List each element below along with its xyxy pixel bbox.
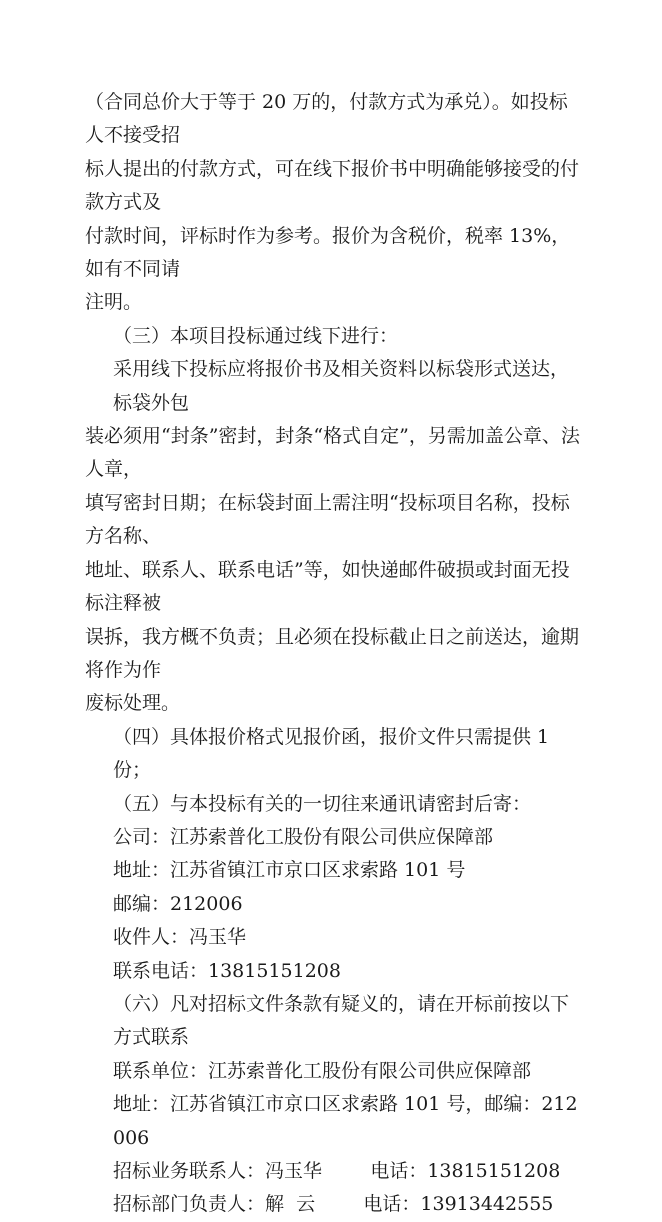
text-line: 注明。 <box>85 291 143 314</box>
company-line: 公司：江苏索普化工股份有限公司供应保障部 <box>113 825 494 848</box>
contact-unit-line: 联系单位：江苏索普化工股份有限公司供应保障部 <box>113 1059 532 1082</box>
contact-person-line: 招标业务联系人：冯玉华 电话：13815151208 <box>113 1160 561 1182</box>
text-line: 填写密封日期；在标袋封面上需注明“投标项目名称，投标方名称、 <box>85 491 570 548</box>
text-line: 付款时间，评标时作为参考。报价为含税价，税率 13%，如有不同请 <box>85 224 571 281</box>
text-line: 标人提出的付款方式，可在线下报价书中明确能够接受的付款方式及 <box>85 157 580 214</box>
document-page <box>85 86 580 1222</box>
section-heading: （四）具体报价格式见报价函，报价文件只需提供 1 份； <box>113 725 556 782</box>
text-line: 装必须用“封条”密封，封条“格式自定”，另需加盖公章、法人章， <box>85 425 580 481</box>
address-line: 地址：江苏省镇江市京口区求索路 101 号 <box>113 859 466 882</box>
phone-line: 联系电话：13815151208 <box>113 959 341 982</box>
department-head-line: 招标部门负责人：解 云 电话：13913442555 <box>113 1193 554 1216</box>
recipient-line: 收件人：冯玉华 <box>113 926 247 949</box>
text-line: 采用线下投标应将报价书及相关资料以标袋形式送达，标袋外包 <box>113 358 570 414</box>
section-heading: （三）本项目投标通过线下进行： <box>113 324 399 347</box>
text-line: 误拆，我方概不负责；且必须在投标截止日之前送达，逾期将作为作 <box>85 625 580 681</box>
section-heading: （六）凡对招标文件条款有疑义的，请在开标前按以下方式联系 <box>113 992 570 1049</box>
text-line: 地址、联系人、联系电话”等，如快递邮件破损或封面无投标注释被 <box>85 558 570 615</box>
text-line: （合同总价大于等于 20 万的，付款方式为承兑）。如投标人不接受招 <box>85 91 568 147</box>
section-heading: （五）与本投标有关的一切往来通讯请密封后寄： <box>113 792 532 815</box>
address-line: 地址：江苏省镇江市京口区求索路 101 号，邮编：212006 <box>113 1093 578 1149</box>
postcode-line: 邮编：212006 <box>113 892 243 915</box>
text-line: 废标处理。 <box>85 692 181 715</box>
